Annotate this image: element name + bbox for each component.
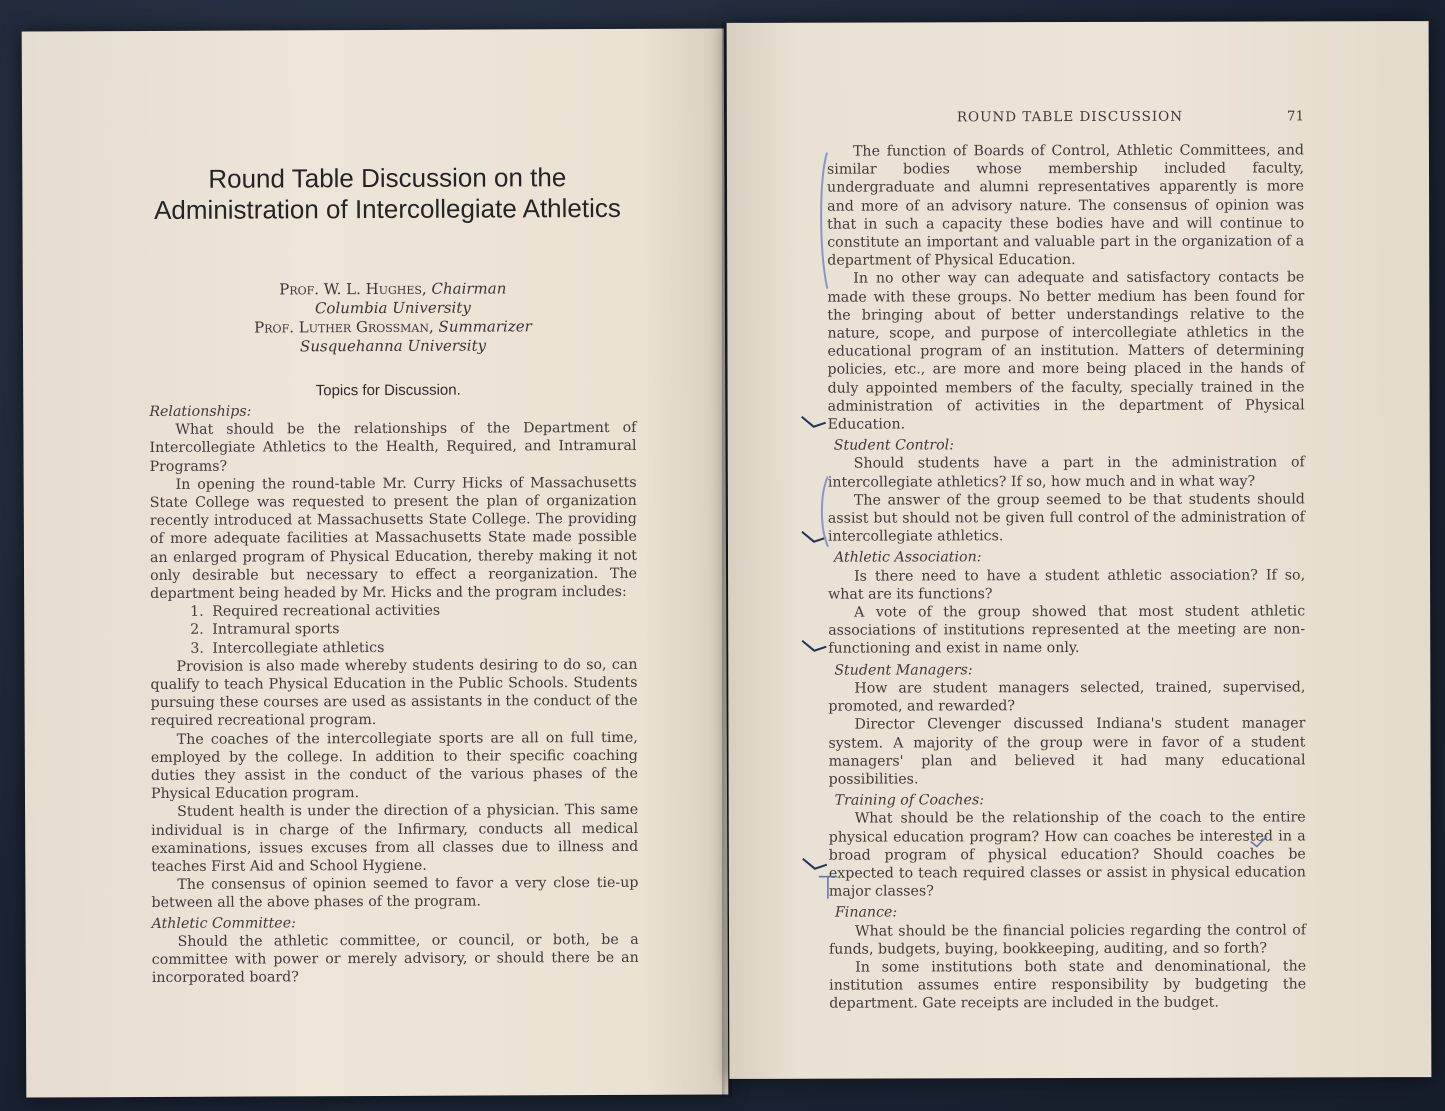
chairman-school: Columbia University bbox=[314, 298, 471, 318]
paragraph: The consensus of opinion seemed to favor a very close tie-up between all the above phases of the program. bbox=[151, 875, 639, 912]
article-title: Round Table Discussion on the Administration of Intercollegiate Athletics bbox=[153, 162, 621, 225]
summarizer-line bbox=[183, 317, 603, 338]
chairman-name: Prof. W. L. Hughes, bbox=[279, 279, 427, 299]
chairman-line bbox=[183, 279, 603, 300]
paragraph: In no other way can adequate and satisfactory contacts be made with these groups. No better medium has been found for the bringing about of better understandings relative to the nature, scope, and purpose of intercollegiate athletics in the educational program of an institution. Matters of determining policies, etc., are more and more being placed in the hands of duly appointed members of the faculty, specially trained in the administration of activities in the department of Physical Education. bbox=[827, 269, 1305, 433]
pencil-t-mark-icon bbox=[817, 873, 841, 901]
left-text-column bbox=[149, 401, 639, 988]
paragraph: The coaches of the intercollegiate sports are all on full time, employed by the college. In addition to their specific coaching duties they assist in the conduct of the various phases of the Physical Education program. bbox=[150, 729, 638, 803]
summarizer-school: Susquehanna University bbox=[299, 336, 487, 356]
list-item: 2. Intramural sports bbox=[208, 619, 637, 639]
running-head: ROUND TABLE DISCUSSION bbox=[956, 108, 1184, 126]
paragraph: What should be the relationships of the Department of Intercollegiate Athletics to the Health, Required, and Intramural Programs? bbox=[149, 420, 637, 475]
summarizer-role: Summarizer bbox=[438, 317, 532, 336]
training-of-coaches-heading: Training of Coaches: bbox=[834, 792, 985, 809]
paragraph: How are student managers selected, trained, supervised, promoted, and rewarded? bbox=[828, 679, 1306, 715]
paragraph: The function of Boards of Control, Athletic Committees, and similar bodies whose membership included faculty, undergraduate and alumni representatives apparently is more and more of an advisory nature. The consensus of opinion was that in such a capacity these bodies have and will continue to constitute an important and valuable part in the organization of a department of Physical Education. bbox=[826, 142, 1305, 269]
paragraph: Director Clevenger discussed Indiana's student manager system. A majority of the group were in favor of a student managers' plan and believed it had many educational possibilities. bbox=[828, 715, 1306, 788]
paragraph: Student health is under the direction of a physician. This same individual is in charge of the Infirmary, conducts all medical examinations, issues excuses from all classes due to illness and teaches First Aid and School Hygiene. bbox=[151, 802, 639, 876]
chairman-role: Chairman bbox=[431, 279, 507, 298]
right-page bbox=[727, 21, 1432, 1079]
page-number: 71 bbox=[1286, 108, 1305, 125]
paragraph: What should be the relationship of the coach to the entire physical education program? How can coaches be interested in a broad program of physical education? Should coaches be expected to teach required classes or assist in physical education major classes? bbox=[828, 809, 1306, 900]
paragraph: Should students have a part in the administration of intercollegiate athletics? If so, how much and in what way? bbox=[827, 454, 1305, 491]
pencil-check-mark-icon bbox=[800, 637, 830, 657]
left-page bbox=[22, 28, 729, 1097]
paragraph: Provision is also made whereby students desiring to do so, can qualify to teach Physical Education in the Public Schools. Students pursuing these courses are used as assistants in the conduct of the required recreational program. bbox=[150, 656, 638, 730]
student-control-heading: Student Control: bbox=[833, 437, 955, 454]
paragraph: In opening the round-table Mr. Curry Hicks of Massachusetts State College was requested to present the plan of organization recently introduced at Massachusetts State College. The providing of more adequate facilities at Massachusetts State made possible an enlarged program of Physical Education, thereby making it not only desirable but necessary to effect a reorganization. The department being headed by Mr. Hicks and the program includes: bbox=[149, 474, 638, 603]
pencil-bracket-mark-icon bbox=[815, 151, 831, 291]
summarizer-name: Prof. Luther Grossman, bbox=[254, 317, 434, 337]
paragraph: In some institutions both state and denominational, the institution assumes entire responsibility by budgeting the department. Gate receipts are included in the budget. bbox=[829, 958, 1307, 1012]
paragraph: A vote of the group showed that most student athletic associations of institutions represented at the meeting are non-functioning and exist in name only. bbox=[828, 603, 1306, 658]
paragraph: The answer of the group seemed to be that students should assist but should not be given full control of the administration of intercollegiate athletics. bbox=[827, 491, 1305, 545]
pencil-tick-icon bbox=[1249, 834, 1269, 850]
paragraph: Is there need to have a student athletic association? If so, what are its functions? bbox=[828, 567, 1306, 603]
list-item: 3. Intercollegiate athletics bbox=[208, 637, 637, 657]
program-list bbox=[150, 601, 637, 658]
athletic-association-heading: Athletic Association: bbox=[833, 549, 982, 567]
athletic-committee-heading: Athletic Committee: bbox=[151, 915, 296, 932]
student-managers-heading: Student Managers: bbox=[834, 661, 973, 679]
topics-heading: Topics for Discussion. bbox=[315, 381, 461, 400]
finance-heading: Finance: bbox=[834, 904, 898, 921]
list-item: 1. Required recreational activities bbox=[208, 601, 637, 621]
paragraph: Should the athletic committee, or council, or both, be a committee with power or merely advisory, or should there be an incorporated board? bbox=[151, 931, 639, 987]
relationships-heading: Relationships: bbox=[149, 403, 252, 420]
paragraph: What should be the financial policies regarding the control of funds, budgets, buying, bookkeeping, auditing, and so forth? bbox=[829, 921, 1307, 958]
pencil-check-mark-icon bbox=[800, 413, 830, 433]
pencil-bracket-mark-icon bbox=[816, 475, 832, 549]
author-block bbox=[183, 279, 603, 357]
right-text-column bbox=[827, 141, 1306, 1013]
